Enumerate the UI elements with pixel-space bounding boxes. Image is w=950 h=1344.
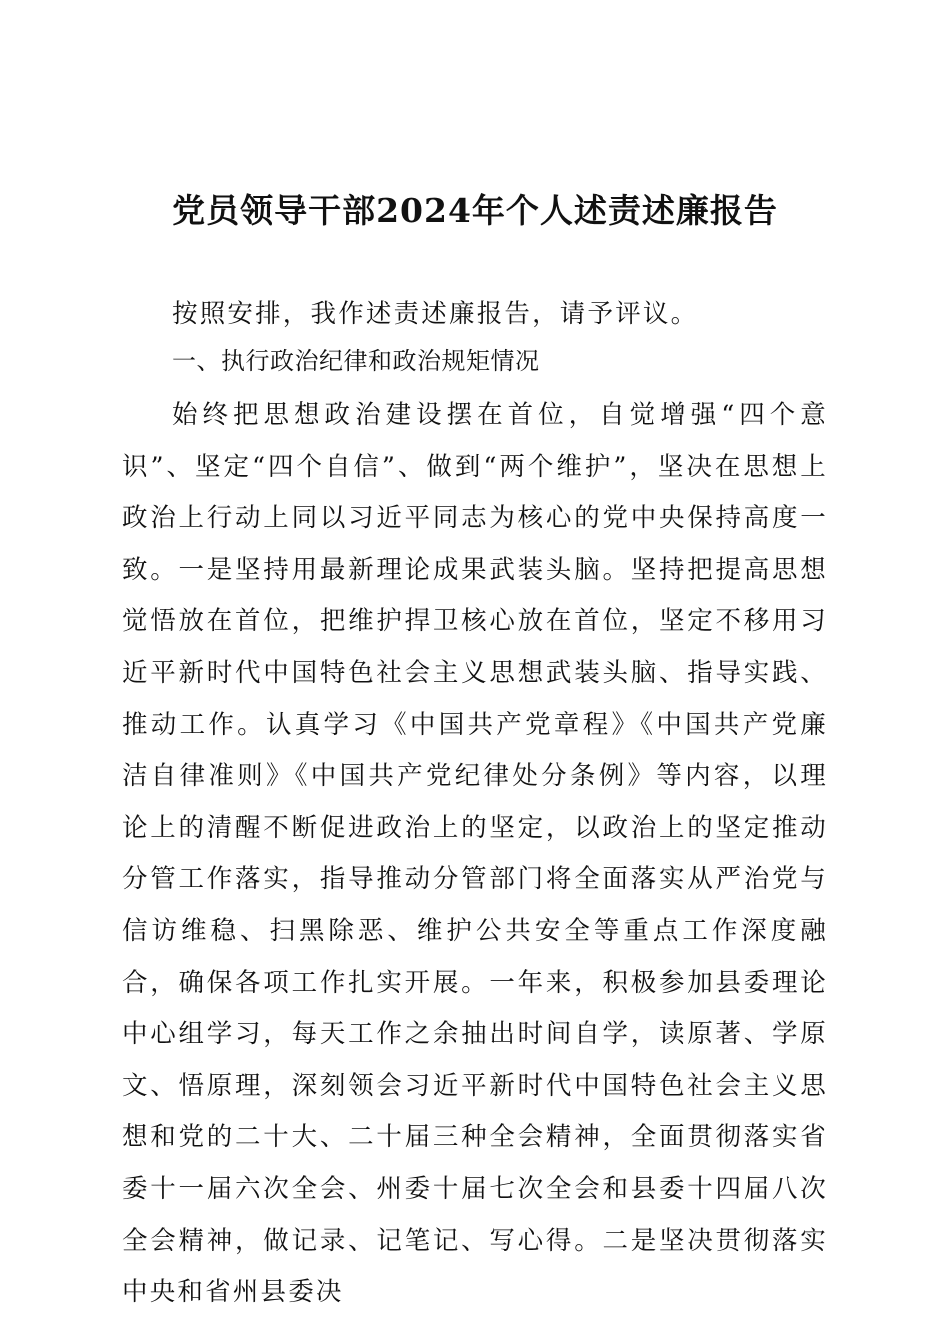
section-heading: 一、执行政治纪律和政治规矩情况 <box>172 347 540 375</box>
body-paragraph: 始终把思想政治建设摆在首位，自觉增强“四个意识”、坚定“四个自信”、做到“两个维护”，坚决在思想上政治上行动上同以习近平同志为核心的党中央保持高度一致。一是坚持用最新理论成果武装头脑。坚持把提高思想觉悟放在首位，把维护捍卫核心放在首位，坚定不移用习近平新时代中国特色社会主义思想武装头脑、指导实践、推动工作。认真学习《中国共产党章程》《中国共产党廉洁自律准则》《中国共产党纪律处分条例》等内容，以理论上的清醒不断促进政治上的坚定，以政治上的坚定推动分管工作落实，指导推动分管部门将全面落实从严治党与信访维稳、扫黑除恶、维护公共安全等重点工作深度融合，确保各项工作扎实开展。一年来，积极参加县委理论中心组学习，每天工作之余抽出时间自学，读原著、学原文、悟原理，深刻领会习近平新时代中国特色社会主义思想和党的二十大、二十届三种全会精神，全面贯彻落实省委十一届六次全会、州委十届七次全会和县委十四届八次全会精神，做记录、记笔记、写心得。二是坚决贯彻落实中央和省州县委决 <box>122 400 828 1308</box>
document-title: 党员领导干部2024年个人述责述廉报告 <box>172 191 778 230</box>
intro-paragraph: 按照安排，我作述责述廉报告，请予评议。 <box>172 299 699 329</box>
